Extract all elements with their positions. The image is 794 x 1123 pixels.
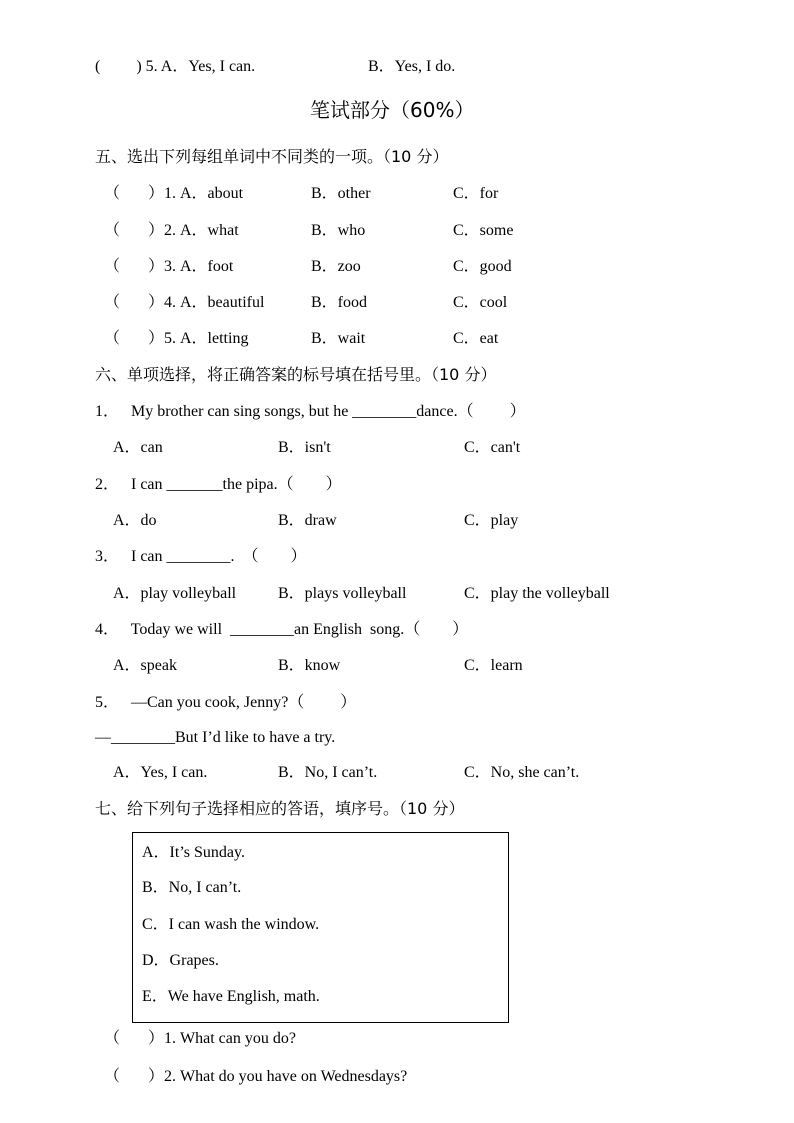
option-b: B．other	[311, 185, 371, 202]
answer-option: A．It’s Sunday.	[142, 844, 245, 861]
option-c: C．for	[453, 185, 499, 202]
top-item-5-option-b: B．Yes, I do.	[368, 58, 456, 75]
question-3-option-c: C．play the volleyball	[464, 585, 610, 602]
item-number-option-a: （ ）3. A．foot	[104, 258, 234, 275]
section-7-heading: 七、给下列句子选择相应的答语，填序号。（10 分）	[95, 799, 465, 818]
question-5-stem: 5． —Can you cook, Jenny?（ ）	[95, 694, 357, 711]
question-2-stem: 2． I can _______the pipa.（ ）	[95, 476, 342, 493]
section-6-heading: 六、单项选择，将正确答案的标号填在括号里。（10 分）	[95, 365, 497, 384]
question-5-option-c: C．No, she can’t.	[464, 764, 580, 781]
option-c: C．good	[453, 258, 512, 275]
section-5-heading: 五、选出下列每组单词中不同类的一项。（10 分）	[95, 147, 449, 166]
question-1-option-a: A．can	[113, 439, 163, 456]
item-number-option-a: （ ）2. A．what	[104, 222, 239, 239]
answer-options-box	[132, 832, 509, 1023]
question-3-stem: 3． I can ________. （ ）	[95, 548, 307, 565]
option-c: C．eat	[453, 330, 499, 347]
option-b: B．wait	[311, 330, 366, 347]
question-2-option-b: B．draw	[278, 512, 337, 529]
option-c: C．cool	[453, 294, 508, 311]
option-c: C．some	[453, 222, 514, 239]
question-5-option-a: A．Yes, I can.	[113, 764, 208, 781]
item-number-option-a: （ ）4. A．beautiful	[104, 294, 265, 311]
question-4-option-a: A．speak	[113, 657, 177, 674]
question-3-option-a: A．play volleyball	[113, 585, 237, 602]
item-number-option-a: （ ）5. A．letting	[104, 330, 249, 347]
question-2-option-a: A．do	[113, 512, 157, 529]
question-1-stem: 1． My brother can sing songs, but he ________dance.（ ）	[95, 403, 526, 420]
matching-question: （ ）2. What do you have on Wednesdays?	[104, 1068, 408, 1085]
question-4-option-c: C．learn	[464, 657, 523, 674]
option-b: B．who	[311, 222, 366, 239]
matching-question: （ ）1. What can you do?	[104, 1030, 296, 1047]
question-5-option-b: B．No, I can’t.	[278, 764, 378, 781]
question-4-option-b: B．know	[278, 657, 341, 674]
answer-option: B．No, I can’t.	[142, 879, 242, 896]
question-2-option-c: C．play	[464, 512, 519, 529]
top-item-5-option-a: ( ) 5. A．Yes, I can.	[95, 58, 256, 75]
written-section-title: 笔试部分（60%）	[310, 98, 475, 122]
option-b: B．food	[311, 294, 368, 311]
answer-option: E．We have English, math.	[142, 988, 320, 1005]
item-number-option-a: （ ）1. A．about	[104, 185, 244, 202]
option-b: B．zoo	[311, 258, 361, 275]
question-5-response: —________But I’d like to have a try.	[95, 729, 336, 746]
answer-option: C．I can wash the window.	[142, 916, 320, 933]
question-4-stem: 4． Today we will ________an English song.（ ）	[95, 621, 469, 638]
question-3-option-b: B．plays volleyball	[278, 585, 407, 602]
answer-option: D．Grapes.	[142, 952, 219, 969]
question-1-option-b: B．isn't	[278, 439, 331, 456]
question-1-option-c: C．can't	[464, 439, 521, 456]
